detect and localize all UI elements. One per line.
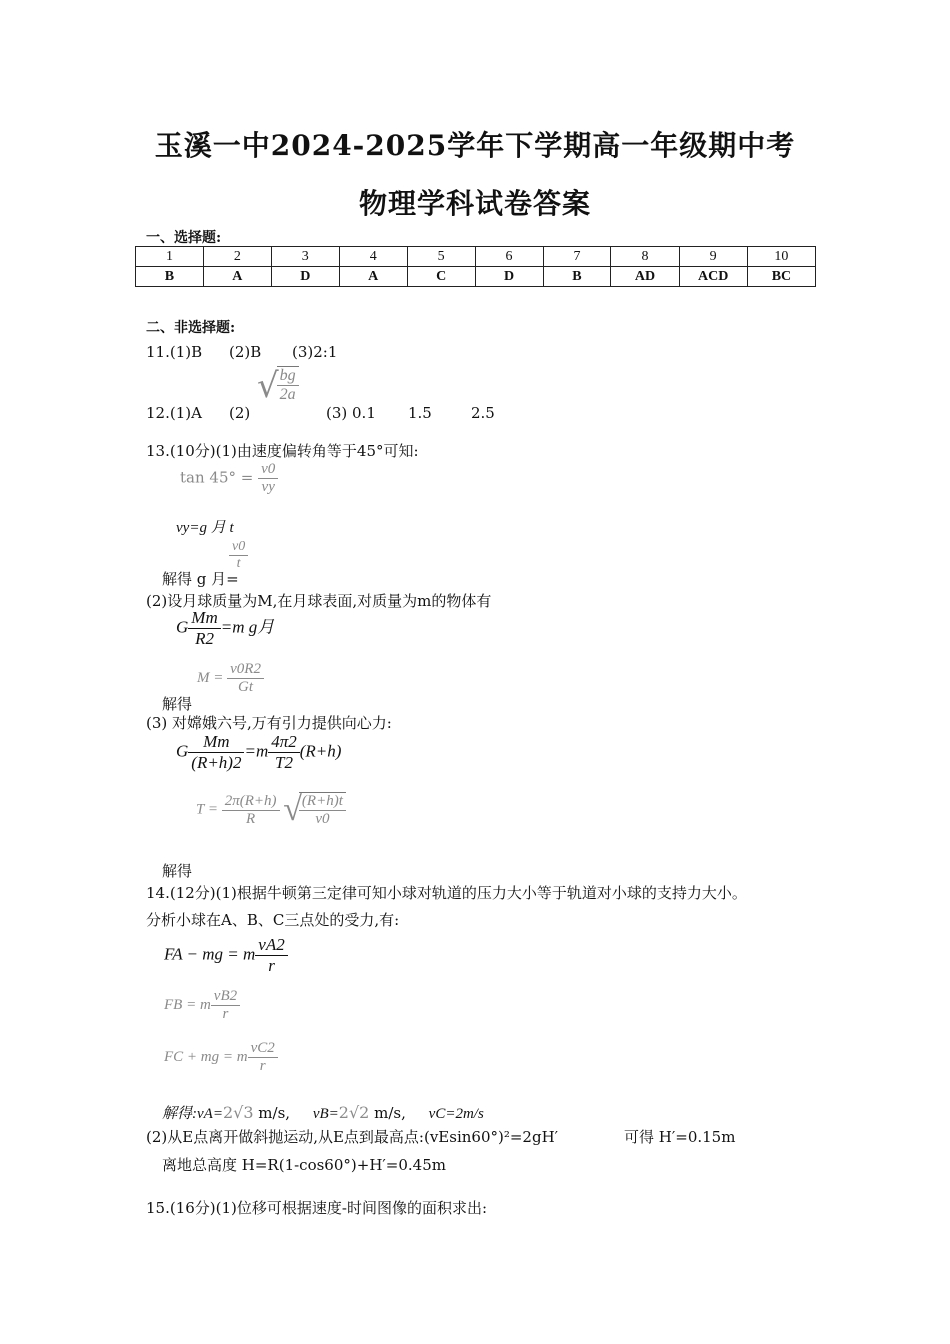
q14-eqA-den: r — [255, 955, 287, 976]
q14-intro2: 分析小球在A、B、C三点处的受力,有: — [146, 911, 400, 929]
table-cell: A — [339, 267, 407, 287]
q14-vA-value: 2√3 — [222, 1103, 254, 1122]
q14-eqB-lhs: FB = m — [164, 996, 211, 1013]
q13-tan-num: v0 — [261, 461, 276, 477]
table-cell: 5 — [407, 247, 475, 267]
q11-part2: (2)B — [229, 343, 262, 361]
q14-vA-unit: m/s, — [258, 1104, 291, 1122]
q14-vB-value: 2√2 — [338, 1103, 370, 1122]
table-cell: AD — [611, 267, 679, 287]
q13-M-den: Gt — [227, 678, 264, 696]
q13-T-num: 2π(R+h) — [224, 792, 277, 809]
q12-sqrt-formula: √ $\frac{bg}{2a}$ — [257, 366, 299, 406]
table-cell: 6 — [475, 247, 543, 267]
q13-eq3-rhs-den: T2 — [268, 752, 300, 773]
q14-vB-label: vB= — [312, 1106, 339, 1122]
q13-g-num: v0 — [232, 539, 246, 554]
q13-eq2: G $\frac{Mm}{R2}$ =m g月 — [176, 608, 275, 648]
table-cell: 8 — [611, 247, 679, 267]
q14-vC: vC=2m/s — [428, 1106, 484, 1122]
table-cell: 9 — [679, 247, 747, 267]
answer-table-numbers — [136, 247, 816, 267]
q14-eqB-num: vB2 — [213, 988, 238, 1004]
q12-value3: 2.5 — [471, 404, 495, 422]
q14-eqC-den: r — [248, 1057, 278, 1075]
q13-eq3: G $\frac{Mm}{(R+h)2}$ =m $\frac{4\pi 2}{T2}$ (R+h) — [176, 732, 342, 772]
q13-solve2: 解得 — [162, 695, 193, 713]
q13-M-lhs: M = — [197, 669, 224, 686]
q14-part2b: 可得 H′=0.15m — [624, 1128, 736, 1146]
q12-sqrt-num: bg — [279, 367, 296, 384]
q14-eqC-num: vC2 — [250, 1040, 275, 1056]
q15-intro: 15.(16分)(1)位移可根据速度-时间图像的面积求出: — [146, 1199, 488, 1217]
table-cell: BC — [747, 267, 815, 287]
q13-T-den: R — [222, 810, 280, 828]
table-cell: 3 — [271, 247, 339, 267]
q13-solve-g: 解得 g 月= — [162, 570, 239, 588]
q12-part3: (3) 0.1 — [326, 404, 376, 422]
q13-tan-lhs: tan 45° = — [180, 468, 254, 487]
answer-table-answers — [136, 267, 816, 287]
q14-eqA-lhs: FA − mg = m — [164, 944, 256, 964]
table-cell: ACD — [679, 267, 747, 287]
q14-part2c: 离地总高度 H=R(1-cos60°)+H′=0.45m — [162, 1156, 446, 1174]
q14-vB-unit: m/s, — [374, 1104, 406, 1122]
q13-eq2-den: R2 — [188, 628, 220, 649]
q13-eq3-den: (R+h)2 — [188, 752, 244, 773]
table-cell: 2 — [203, 247, 271, 267]
table-cell: 1 — [136, 247, 204, 267]
q13-g-den: t — [229, 555, 248, 572]
q14-eqB-den: r — [211, 1005, 240, 1023]
q13-eq3-tail: (R+h) — [299, 741, 342, 761]
q13-tan-equation — [180, 461, 278, 496]
table-cell: D — [271, 267, 339, 287]
q14-eqC — [164, 1040, 278, 1075]
q13-T-sqrt-num: (R+h)t — [301, 793, 343, 809]
q13-T-sqrt-den: v0 — [299, 810, 346, 828]
q13-eq2-rhs: =m g月 — [220, 617, 275, 637]
q13-part2: (2)设月球质量为M,在月球表面,对质量为m的物体有 — [146, 592, 492, 610]
table-cell: C — [407, 267, 475, 287]
q14-part2: (2)从E点离开做斜抛运动,从E点到最高点:(vEsin60°)²=2gH′ — [146, 1128, 559, 1146]
q11-part1: 11.(1)B — [146, 343, 203, 361]
table-cell: A — [203, 267, 271, 287]
q13-M-equation — [197, 661, 264, 696]
q14-eqB — [164, 988, 240, 1023]
q13-eq2-num: Mm — [191, 608, 218, 627]
table-cell: 4 — [339, 247, 407, 267]
q13-vy-equation: vy=g 月 t — [176, 520, 234, 536]
page-title: 玉溪一中2024-2025学年下学期高一年级期中考 — [154, 129, 796, 162]
q14-intro: 14.(12分)(1)根据牛顿第三定律可知小球对轨道的压力大小等于轨道对小球的支持力大小。 — [146, 884, 747, 902]
q13-eq3-rhs-num: 4π2 — [271, 732, 297, 751]
table-cell: 10 — [747, 247, 815, 267]
q13-part3: (3) 对嫦娥六号,万有引力提供向心力: — [146, 714, 392, 732]
q12-part1: 12.(1)A — [146, 404, 202, 422]
q12-value2: 1.5 — [408, 404, 432, 422]
q14-solve-label: 解得:vA= — [162, 1106, 223, 1122]
q13-T-equation: T = $\frac{2\pi(R+h)}{R}$ √ $\frac{(R+h)t}{v0}$ — [196, 791, 346, 829]
q13-T-lhs: T = — [196, 801, 218, 818]
answer-table — [135, 246, 816, 287]
q14-eqA — [164, 935, 288, 976]
q12-sqrt-den: 2a — [277, 385, 299, 404]
section2-heading: 二、非选择题: — [146, 320, 236, 336]
q13-M-num: v0R2 — [230, 661, 261, 677]
q13-eq3-num: Mm — [203, 732, 230, 751]
table-cell: 7 — [543, 247, 611, 267]
q13-intro: 13.(10分)(1)由速度偏转角等于45°可知: — [146, 442, 419, 460]
q11-part3: (3)2:1 — [292, 343, 338, 361]
q14-solve — [162, 1102, 484, 1123]
table-cell: B — [543, 267, 611, 287]
table-cell: D — [475, 267, 543, 287]
q14-eqC-lhs: FC + mg = m — [164, 1048, 248, 1065]
table-cell: B — [136, 267, 204, 287]
section1-heading: 一、选择题: — [146, 230, 222, 246]
q12-part2: (2) — [229, 404, 251, 422]
q13-solve3: 解得 — [162, 862, 193, 880]
page-subtitle: 物理学科试卷答案 — [358, 187, 591, 220]
q14-eqA-num: vA2 — [258, 935, 285, 954]
q13-tan-den: vy — [258, 478, 278, 496]
